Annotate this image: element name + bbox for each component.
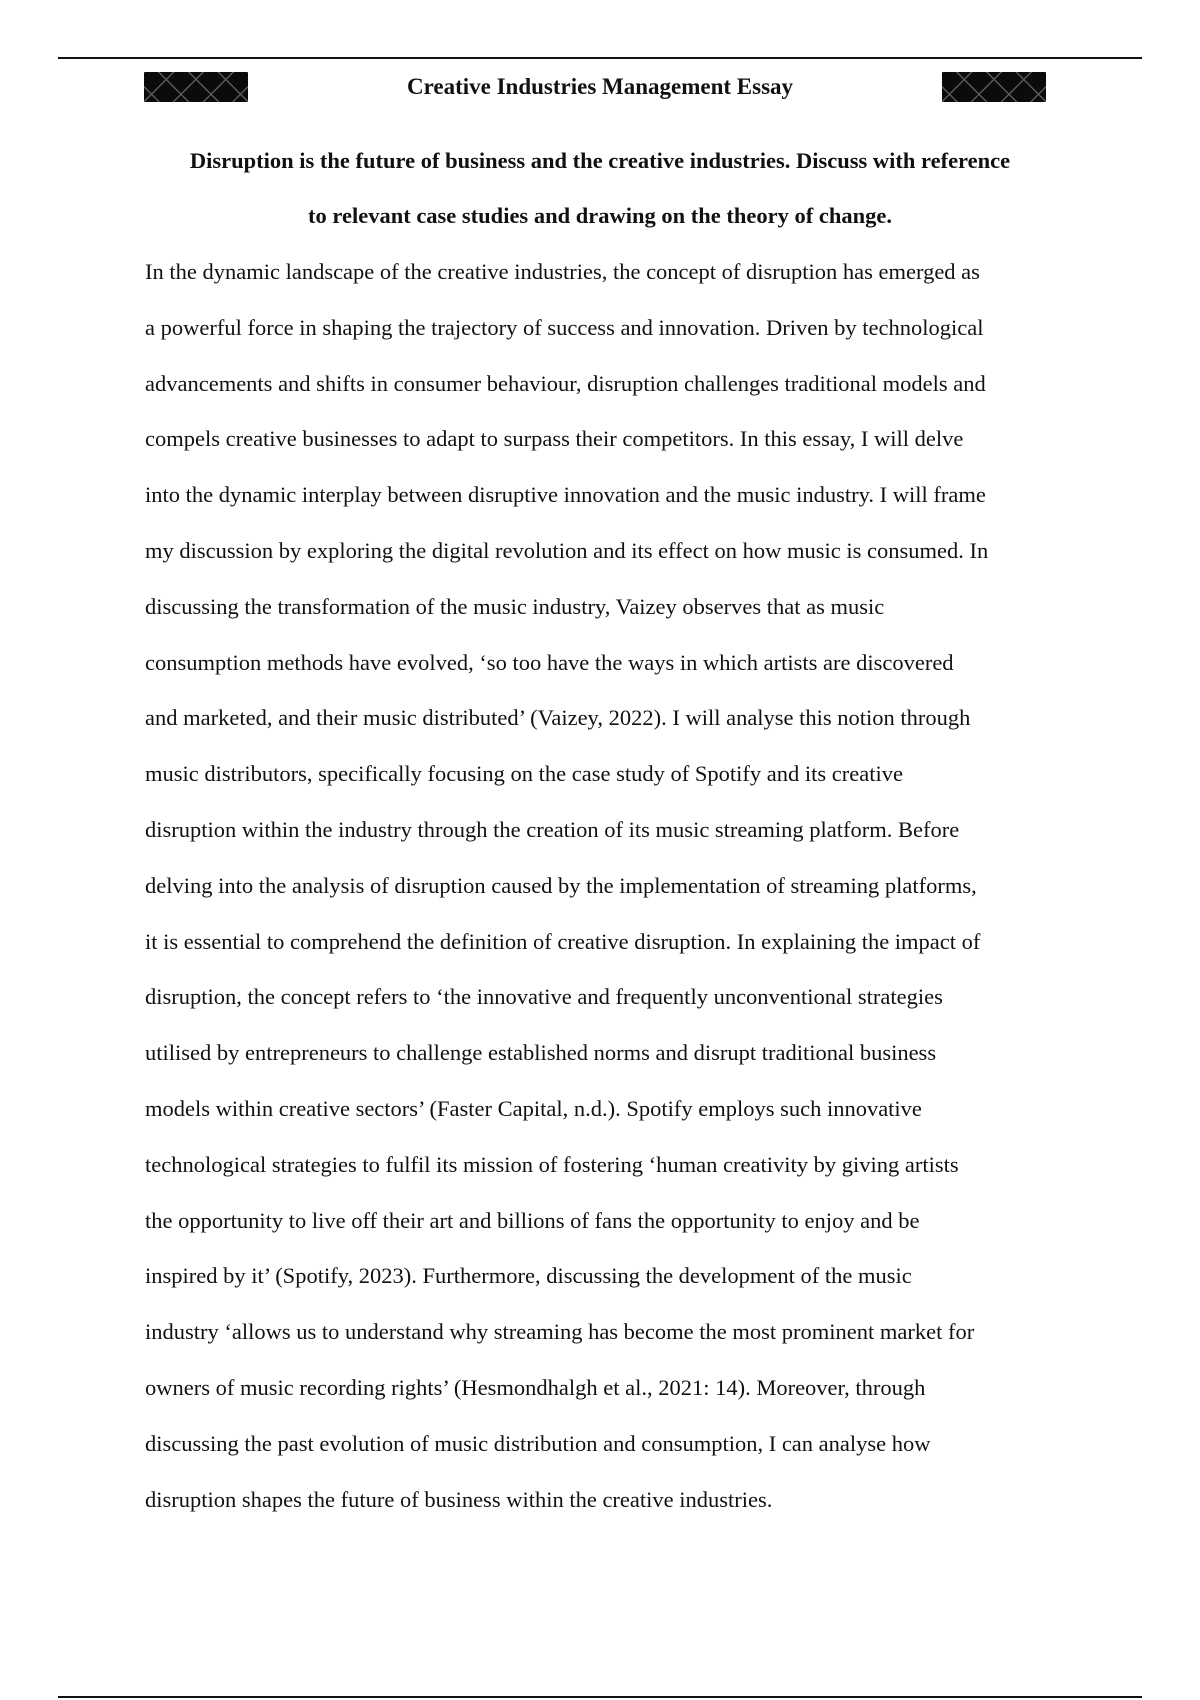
body-line: compels creative businesses to adapt to surpass their competitors. In this essay, I will delve [145,426,964,452]
body-line: delving into the analysis of disruption caused by the implementation of streaming platforms, [145,872,977,898]
body-line: my discussion by exploring the digital revolution and its effect on how music is consumed. In [145,537,989,563]
page-header [58,66,1142,106]
body-line: and marketed, and their music distributed’ (Vaizey, 2022). I will analyse this notion through [145,705,971,731]
body-line: inspired by it’ (Spotify, 2023). Furthermore, discussing the development of the music [145,1263,912,1289]
redacted-name-block-right [942,72,1046,102]
body-line: into the dynamic interplay between disruptive innovation and the music industry. I will frame [145,482,986,508]
body-line: a powerful force in shaping the trajectory of success and innovation. Driven by technological [145,314,984,340]
top-rule [58,57,1142,59]
body-line: music distributors, specifically focusing on the case study of Spotify and its creative [145,761,903,787]
body-line: utilised by entrepreneurs to challenge established norms and disrupt traditional business [145,1040,937,1066]
body-line: it is essential to comprehend the definition of creative disruption. In explaining the impact of [145,928,981,954]
body-line: technological strategies to fulfil its mission of fostering ‘human creativity by giving artists [145,1151,959,1177]
body-line: In the dynamic landscape of the creative industries, the concept of disruption has emerged as [145,259,980,284]
bottom-rule [58,1696,1142,1698]
body-line: owners of music recording rights’ (Hesmondhalgh et al., 2021: 14). Moreover, through [145,1374,926,1400]
body-line: advancements and shifts in consumer behaviour, disruption challenges traditional models and [145,370,986,396]
body-line: disruption shapes the future of business within the creative industries. [145,1486,773,1512]
body-line: disruption within the industry through the creation of its music streaming platform. Before [145,816,960,842]
question-line: Disruption is the future of business and the creative industries. Discuss with reference [189,148,1011,173]
body-line: disruption, the concept refers to ‘the innovative and frequently unconventional strategies [145,984,943,1010]
body-line: consumption methods have evolved, ‘so too have the ways in which artists are discovered [145,649,954,675]
body-line: discussing the transformation of the music industry, Vaizey observes that as music [145,593,885,619]
essay-body [145,244,1075,1527]
body-line: discussing the past evolution of music distribution and consumption, I can analyse how [145,1430,931,1456]
running-title: Creative Industries Management Essay [406,74,794,99]
body-line: industry ‘allows us to understand why streaming has become the most prominent market for [145,1319,975,1345]
question-line: to relevant case studies and drawing on the theory of change. [308,203,892,228]
body-line: the opportunity to live off their art and billions of fans the opportunity to enjoy and be [145,1207,920,1233]
essay-question [145,133,1055,243]
body-line: models within creative sectors’ (Faster Capital, n.d.). Spotify employs such innovative [145,1095,922,1121]
